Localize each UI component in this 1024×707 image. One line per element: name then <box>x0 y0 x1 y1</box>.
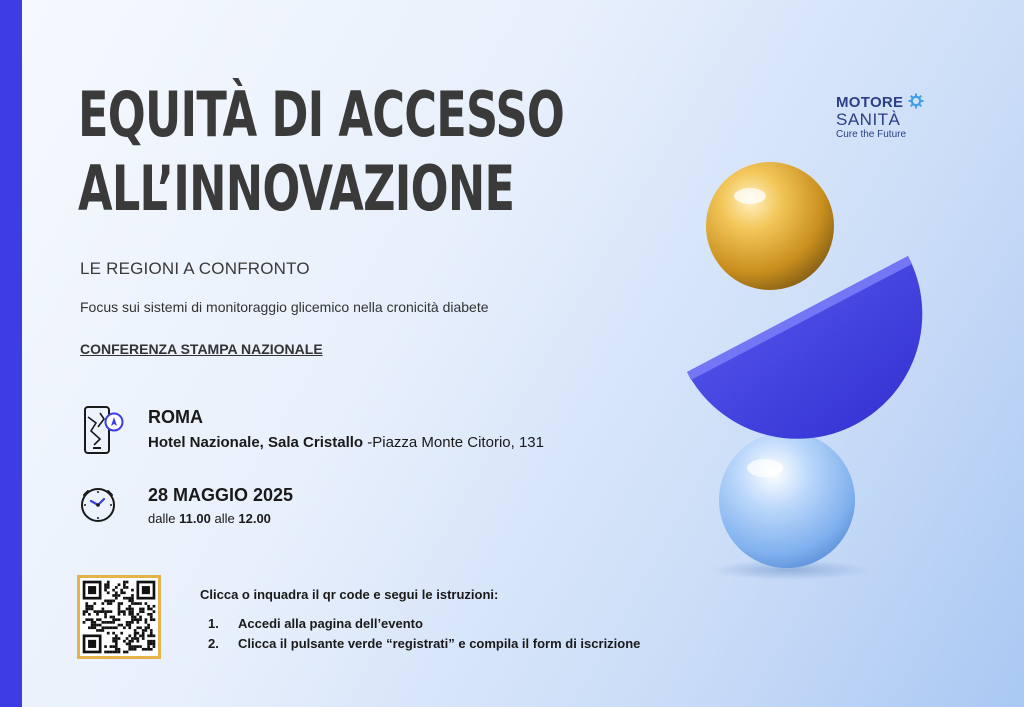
accent-bar <box>0 0 22 707</box>
clock-icon <box>79 485 119 530</box>
motore-sanita-logo <box>836 93 924 141</box>
gear-icon <box>908 93 924 109</box>
qr-code-icon <box>80 578 158 656</box>
instruction-step: 1. Accedi alla pagina dell’evento <box>208 616 423 631</box>
qr-code[interactable] <box>77 575 161 659</box>
focus-text: Focus sui sistemi di monitoraggio glicemico nella cronicità diabete <box>80 299 489 315</box>
event-date: 28 MAGGIO 2025 <box>148 485 294 505</box>
event-time: dalle 11.00 alle 12.00 <box>148 511 271 526</box>
qr-instruction: Clicca o inquadra il qr code e segui le istruzioni: <box>200 587 499 602</box>
half-disc <box>687 256 922 439</box>
venue-name: Hotel Nazionale, Sala Cristallo <box>148 434 364 451</box>
subtitle: LE REGIONI A CONFRONTO <box>80 259 310 278</box>
top-sphere <box>706 162 834 290</box>
venue-address: -Piazza Monte Citorio, 131 <box>363 434 544 451</box>
bottom-sphere <box>719 432 855 568</box>
location-city: ROMA <box>148 407 203 427</box>
instruction-step: 2. Clicca il pulsante verde “registrati” e compila il form di iscrizione <box>208 636 641 651</box>
location-venue <box>148 434 544 451</box>
balanced-shapes-illustration <box>650 150 950 595</box>
logo-line-2: SANITÀ <box>836 110 901 129</box>
instruction-steps <box>208 614 640 654</box>
title-line-2: ALL’INNOVAZIONE <box>78 152 515 225</box>
conference-label: CONFERENZA STAMPA NAZIONALE <box>80 341 323 357</box>
logo-tagline: Cure the Future <box>836 129 907 140</box>
title-line-1: EQUITÀ DI ACCESSO <box>78 78 565 151</box>
page-title <box>78 78 564 226</box>
logo-line-1: MOTORE <box>836 93 924 111</box>
smartphone-map-icon <box>82 405 126 462</box>
